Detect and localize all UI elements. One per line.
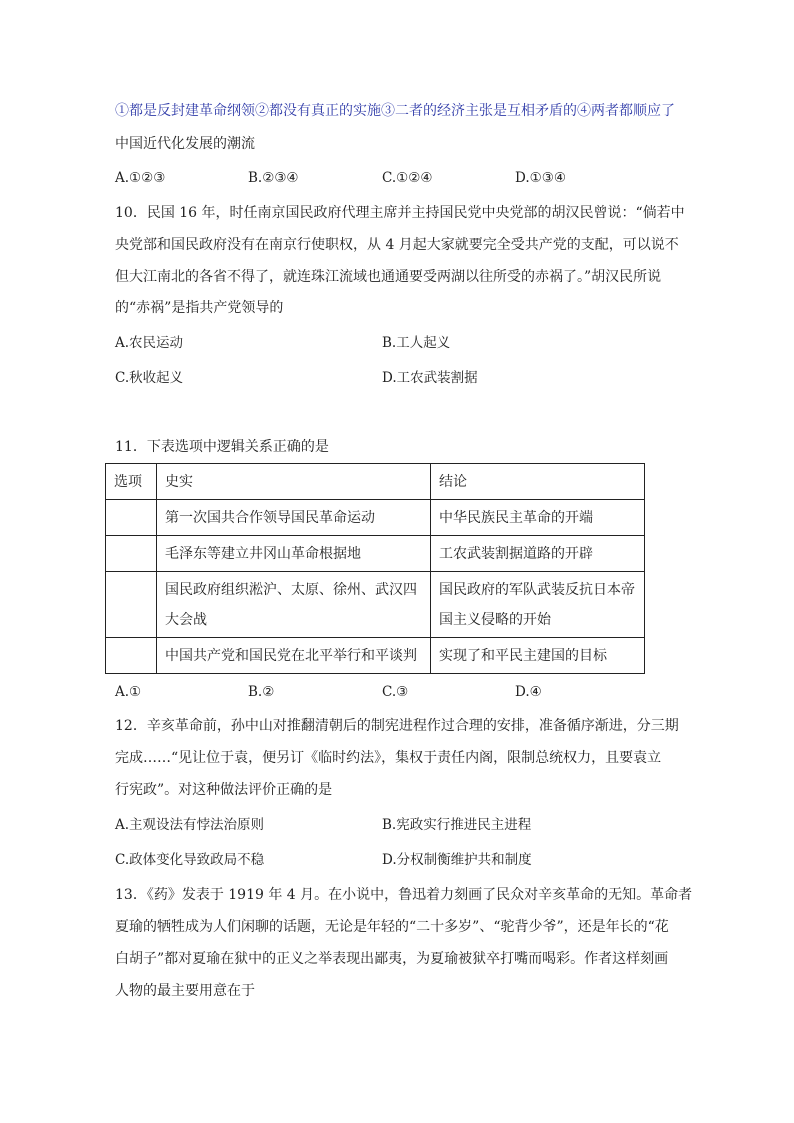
row-conclusion-cell: 中华民族民主革命的开端	[431, 500, 645, 536]
q12-stem-line-1: 12．辛亥革命前，孙中山对推翻清朝后的制宪进程作过合理的安排，准备循序渐进，分三期	[115, 718, 679, 734]
header-option: 选项	[106, 464, 157, 500]
row-conclusion-line-1: 国民政府的军队武装反抗日本帝	[439, 581, 635, 598]
q12-option-c[interactable]: C.政体变化导致政局不稳	[115, 852, 265, 868]
q13-stem-line-4: 人物的最主要用意在于	[115, 983, 255, 999]
q11-option-c[interactable]: C.③	[382, 684, 409, 700]
q9-statement-line-2: 中国近代化发展的潮流	[115, 136, 255, 152]
row-conclusion-cell: 实现了和平民主建国的目标	[431, 638, 645, 674]
q11-option-d[interactable]: D.④	[515, 684, 542, 700]
q13-stem-line-1: 13．《药》发表于 1919 年 4 月。在小说中，鲁迅着力刻画了民众对辛亥革命的无知。革命者	[115, 887, 693, 903]
row-option-cell	[106, 638, 157, 674]
table-row	[106, 500, 645, 536]
q12-option-a[interactable]: A.主观设法有悖法治原则	[115, 817, 265, 833]
q12-stem-line-2: 完成……“见让位于袁，便另订《临时约法》，集权于责任内阁，限制总统权力，且要袁立	[115, 750, 662, 766]
q9-statement-line-1: ①都是反封建革命纲领②都没有真正的实施③二者的经济主张是互相矛盾的④两者都顺应了	[115, 103, 675, 119]
q10-option-c[interactable]: C.秋收起义	[115, 370, 184, 386]
q12-option-d[interactable]: D.分权制衡维护共和制度	[382, 852, 532, 868]
q12-option-b[interactable]: B.宪政实行推进民主进程	[382, 817, 532, 833]
header-fact: 史实	[157, 464, 431, 500]
q11-table	[105, 463, 645, 674]
q11-option-a[interactable]: A.①	[115, 684, 142, 700]
q10-stem-line-3: 但大江南北的各省不得了，就连珠江流域也通通要受两湖以往所受的赤祸了。”胡汉民所说	[115, 269, 662, 285]
row-conclusion-line-2: 国主义侵略的开始	[439, 611, 551, 628]
table-row	[106, 536, 645, 572]
q11-option-b[interactable]: B.②	[248, 684, 275, 700]
q9-option-a[interactable]: A.①②③	[115, 170, 166, 186]
row-conclusion-cell: 工农武装割据道路的开辟	[431, 536, 645, 572]
row-fact-cell: 中国共产党和国民党在北平举行和平谈判	[157, 638, 431, 674]
q12-stem-line-3: 行宪政”。对这种做法评价正确的是	[115, 782, 333, 798]
table-row	[106, 572, 645, 638]
row-fact-cell: 毛泽东等建立井冈山革命根据地	[157, 536, 431, 572]
row-option-cell	[106, 572, 157, 638]
table-row	[106, 638, 645, 674]
q9-option-b[interactable]: B.②③④	[248, 170, 299, 186]
q13-stem-line-3: 白胡子”都对夏瑜在狱中的正义之举表现出鄙夷，为夏瑜被狱卒打嘴而喝彩。作者这样刻画	[115, 951, 669, 967]
row-fact-cell	[157, 572, 431, 638]
q10-option-d[interactable]: D.工农武装割据	[382, 370, 478, 386]
row-option-cell	[106, 536, 157, 572]
q10-option-b[interactable]: B.工人起义	[382, 335, 451, 351]
row-fact-line-2: 大会战	[165, 611, 207, 628]
q10-stem-line-1: 10．民国 16 年，时任南京国民政府代理主席并主持国民党中央党部的胡汉民曾说：“倘若中	[115, 205, 685, 221]
table-header-row	[106, 464, 645, 500]
q9-option-d[interactable]: D.①③④	[515, 170, 566, 186]
q9-option-c[interactable]: C.①②④	[382, 170, 433, 186]
q10-stem-line-4: 的“赤祸”是指共产党领导的	[115, 300, 284, 316]
row-fact-line-1: 国民政府组织淞沪、太原、徐州、武汉四	[165, 581, 417, 598]
q13-stem-line-2: 夏瑜的牺牲成为人们闲聊的话题，无论是年轻的“二十多岁”、“驼背少爷”，还是年长的“花	[115, 919, 669, 935]
row-conclusion-cell	[431, 572, 645, 638]
row-fact-cell: 第一次国共合作领导国民革命运动	[157, 500, 431, 536]
q10-option-a[interactable]: A.农民运动	[115, 335, 184, 351]
q10-stem-line-2: 央党部和国民政府没有在南京行使职权，从 4 月起大家就要完全受共产党的支配，可以说不	[115, 237, 679, 253]
q11-stem: 11．下表选项中逻辑关系正确的是	[115, 439, 329, 455]
row-option-cell	[106, 500, 157, 536]
header-conclusion: 结论	[431, 464, 645, 500]
